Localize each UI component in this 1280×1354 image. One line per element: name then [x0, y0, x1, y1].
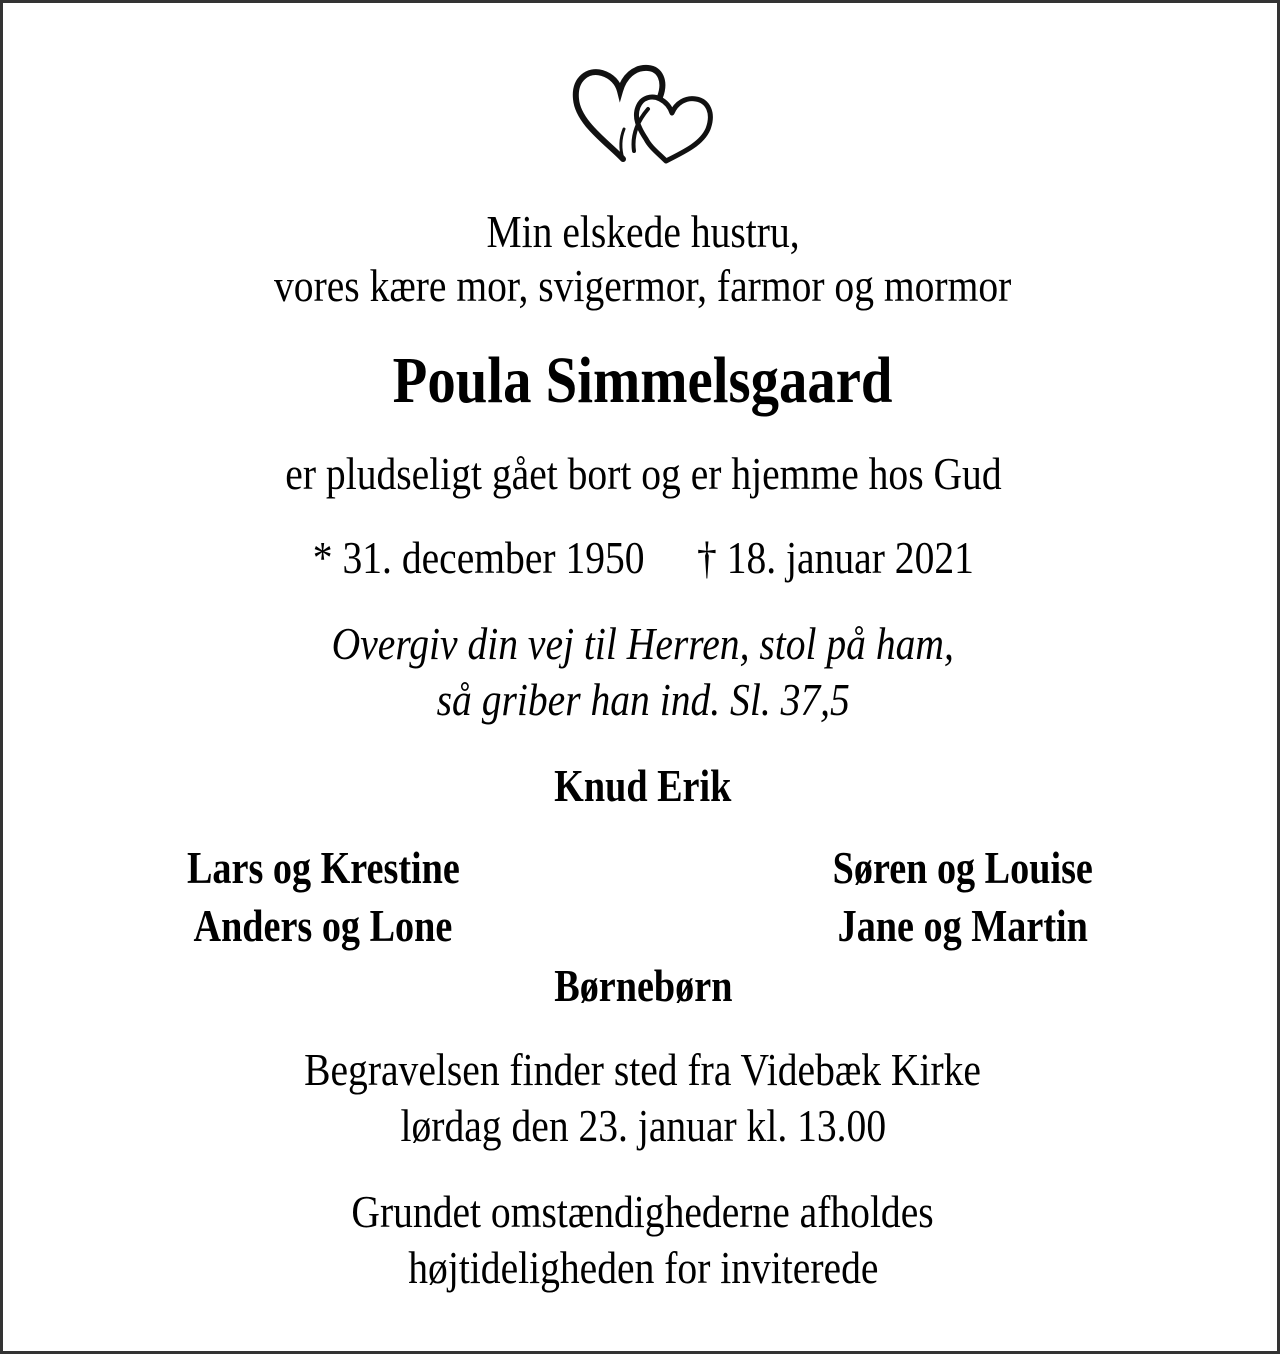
note-line-1: Grundet omstændighederne afholdes: [351, 1186, 935, 1237]
funeral-line-2: lørdag den 23. januar kl. 13.00: [400, 1100, 886, 1151]
spouse-name: Knud Erik: [554, 760, 732, 811]
born-date: 31. december 1950: [342, 532, 645, 583]
deceased-name: Poula Simmelsgaard: [393, 344, 893, 417]
funeral-line-1: Begravelsen finder sted fra Videbæk Kirke: [304, 1044, 982, 1095]
born-symbol: *: [312, 532, 333, 583]
verse-line-1: Overgiv din vej til Herren, stol på ham,: [331, 618, 955, 669]
double-hearts-icon: [568, 61, 718, 173]
family-left-2: Anders og Lone: [193, 900, 453, 951]
intro-line-2: vores kære mor, svigermor, farmor og mormor: [274, 260, 1012, 311]
family-right-1: Søren og Louise: [832, 842, 1094, 893]
family-right-2: Jane og Martin: [837, 900, 1089, 951]
family-left-1: Lars og Krestine: [186, 842, 460, 893]
intro-line-1: Min elskede hustru,: [486, 206, 800, 257]
subtitle: er pludseligt gået bort og er hjemme hos Gud: [284, 448, 1002, 499]
verse-line-2: så griber han ind. Sl. 37,5: [436, 674, 850, 725]
died-date: 18. januar 2021: [726, 532, 974, 583]
life-dates: [3, 531, 1280, 584]
note-line-2: højtideligheden for inviterede: [407, 1242, 879, 1293]
grandchildren: Børnebørn: [553, 960, 733, 1011]
cross-icon: †: [696, 532, 717, 583]
